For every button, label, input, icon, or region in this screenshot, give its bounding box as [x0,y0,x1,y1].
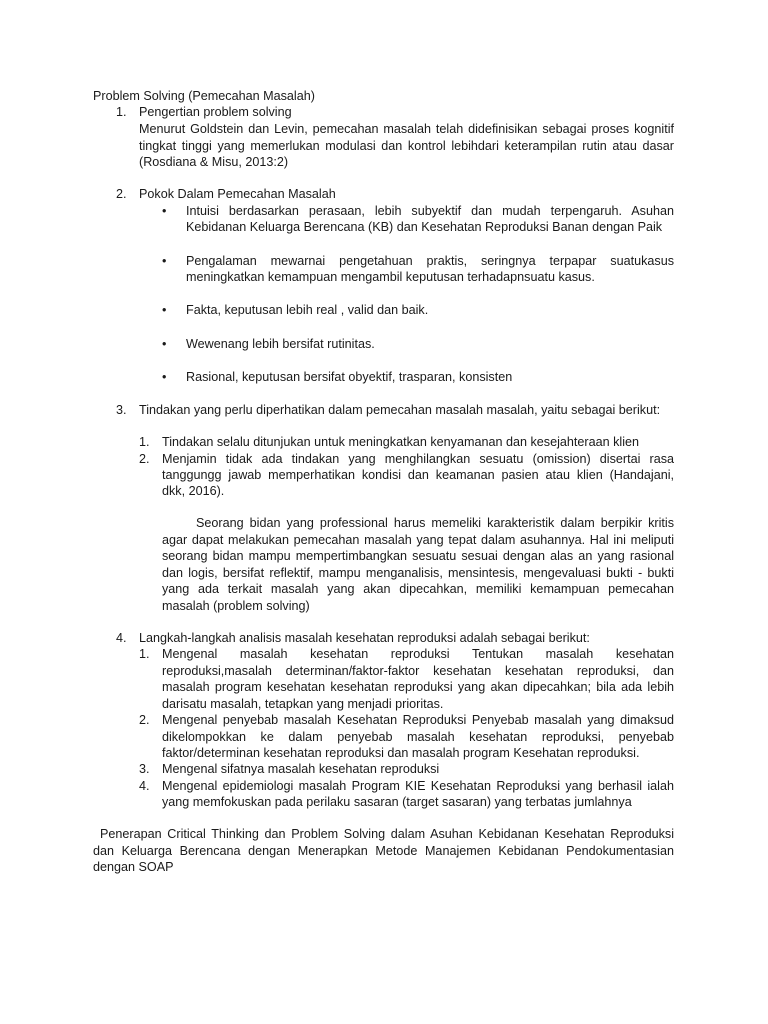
list-item-number: 4. [139,779,150,793]
section-1-heading: Pengertian problem solving [139,105,292,119]
bullet-icon: • [162,303,167,317]
section-3-number: 3. [116,403,127,417]
bullet-icon: • [162,204,167,218]
list-item-text-line: reproduksi,masalah determinan/faktor-faktor kesehatan kesehatan reproduksi, dan [162,664,674,678]
list-item-number: 1. [139,435,150,449]
list-item-number: 2. [139,452,150,466]
paragraph-line: seorang bidan mampu mempertimbangkan sesuatu sesuai dengan alas an yang rasional [162,549,674,563]
list-item-text-line: darisatu masalah, tetapkan yang menjadi prioritas. [162,697,444,711]
list-item-text-line: Mengenal masalah kesehatan reproduksi Tentukan masalah kesehatan [162,647,674,661]
bullet-text-line: Kebidanan Keluarga Berencana (KB) dan Kesehatan Reproduksi Banan dengan Paik [186,220,663,234]
section-1-text-line: tingkat tinggi yang memerlukan modulasi dan kontrol lebihdari keterampilan rutin atau dasar [139,139,674,153]
bullet-text-line: Rasional, keputusan bersifat obyektif, trasparan, konsisten [186,370,513,384]
list-item-text-line: Tindakan selalu ditunjukan untuk meningkatkan kenyamanan dan kesejahteraan klien [162,435,640,449]
section-2-heading: Pokok Dalam Pemecahan Masalah [139,187,336,201]
section-4-heading: Langkah-langkah analisis masalah kesehatan reproduksi adalah sebagai berikut: [139,631,590,645]
closing-paragraph-line: dan Keluarga Berencana dengan Menerapkan Metode Manajemen Kebidanan Pendokumentasian [93,844,674,858]
list-item-text-line: tanggungg jawab memperhatikan kondisi dan keamanan pasien atau klien (Handajani, [162,468,674,482]
paragraph-line: yang ada terkait masalah yang akan dipecahkan, memiliki kemampuan pemecahan [162,582,674,596]
paragraph-line: dan logis, bersifat reflektif, mampu menganalisis, mensintesis, mengevaluasi bukti - bukti [162,566,674,580]
list-item-text-line: faktor/determinan kesehatan reproduksi dan masalah program Kesehatan reproduksi. [162,746,640,760]
list-item-text-line: masalah program kesehatan kesehatan reproduksi yang akan dipecahkan; bila ada lebih [162,680,674,694]
section-3-heading: Tindakan yang perlu diperhatikan dalam pemecahan masalah masalah, yaitu sebagai berikut: [139,403,661,417]
list-item-number: 3. [139,762,150,776]
list-item-text-line: Mengenal sifatnya masalah kesehatan reproduksi [162,762,440,776]
list-item-text-line: Menjamin tidak ada tindakan yang menghilangkan sesuatu (omission) disertai rasa [162,452,674,466]
paragraph-line: masalah (problem solving) [162,599,310,613]
bullet-icon: • [162,254,167,268]
paragraph-line: agar dapat melakukan pemecahan masalah yang tepat dalam asuhannya. Hal ini meliputi [162,533,674,547]
section-1-number: 1. [116,105,127,119]
section-4-number: 4. [116,631,127,645]
bullet-text-line: Wewenang lebih bersifat rutinitas. [186,337,375,351]
list-item-text-line: Mengenal penyebab masalah Kesehatan Reproduksi Penyebab masalah yang dimaksud [162,713,674,727]
list-item-text-line: yang memfokuskan pada perilaku sasaran (target sasaran) yang terbatas jumlahnya [162,795,632,809]
section-1-text-line: Menurut Goldstein dan Levin, pemecahan masalah telah didefinisikan sebagai proses kognitif [139,122,674,136]
list-item-number: 2. [139,713,150,727]
bullet-text-line: Pengalaman mewarnai pengetahuan praktis, seringnya terpapar suatukasus [186,254,674,268]
bullet-text-line: meningkatkan kemampuan mengambil keputusan terhadapnsuatu kasus. [186,270,595,284]
bullet-text-line: Intuisi berdasarkan perasaan, lebih subyektif dan mudah terpengaruh. Asuhan [186,204,674,218]
closing-paragraph-line: Penerapan Critical Thinking dan Problem Solving dalam Asuhan Kebidanan Kesehatan Reproduksi [100,827,674,841]
paragraph-line: Seorang bidan yang professional harus memeliki karakteristik dalam berpikir kritis [196,516,674,530]
list-item-text-line: Mengenal epidemiologi masalah Program KIE Kesehatan Reproduksi yang berhasil ialah [162,779,674,793]
list-item-number: 1. [139,647,150,661]
section-2-number: 2. [116,187,127,201]
bullet-text-line: Fakta, keputusan lebih real , valid dan baik. [186,303,429,317]
bullet-icon: • [162,370,167,384]
bullet-icon: • [162,337,167,351]
list-item-text-line: dkk, 2016). [162,484,225,498]
closing-paragraph-line: dengan SOAP [93,860,174,874]
document-title: Problem Solving (Pemecahan Masalah) [93,89,315,103]
section-1-text-line: (Rosdiana & Misu, 2013:2) [139,155,289,169]
list-item-text-line: dikelompokkan ke dalam penyebab masalah kesehatan reproduksi, penyebab [162,730,674,744]
